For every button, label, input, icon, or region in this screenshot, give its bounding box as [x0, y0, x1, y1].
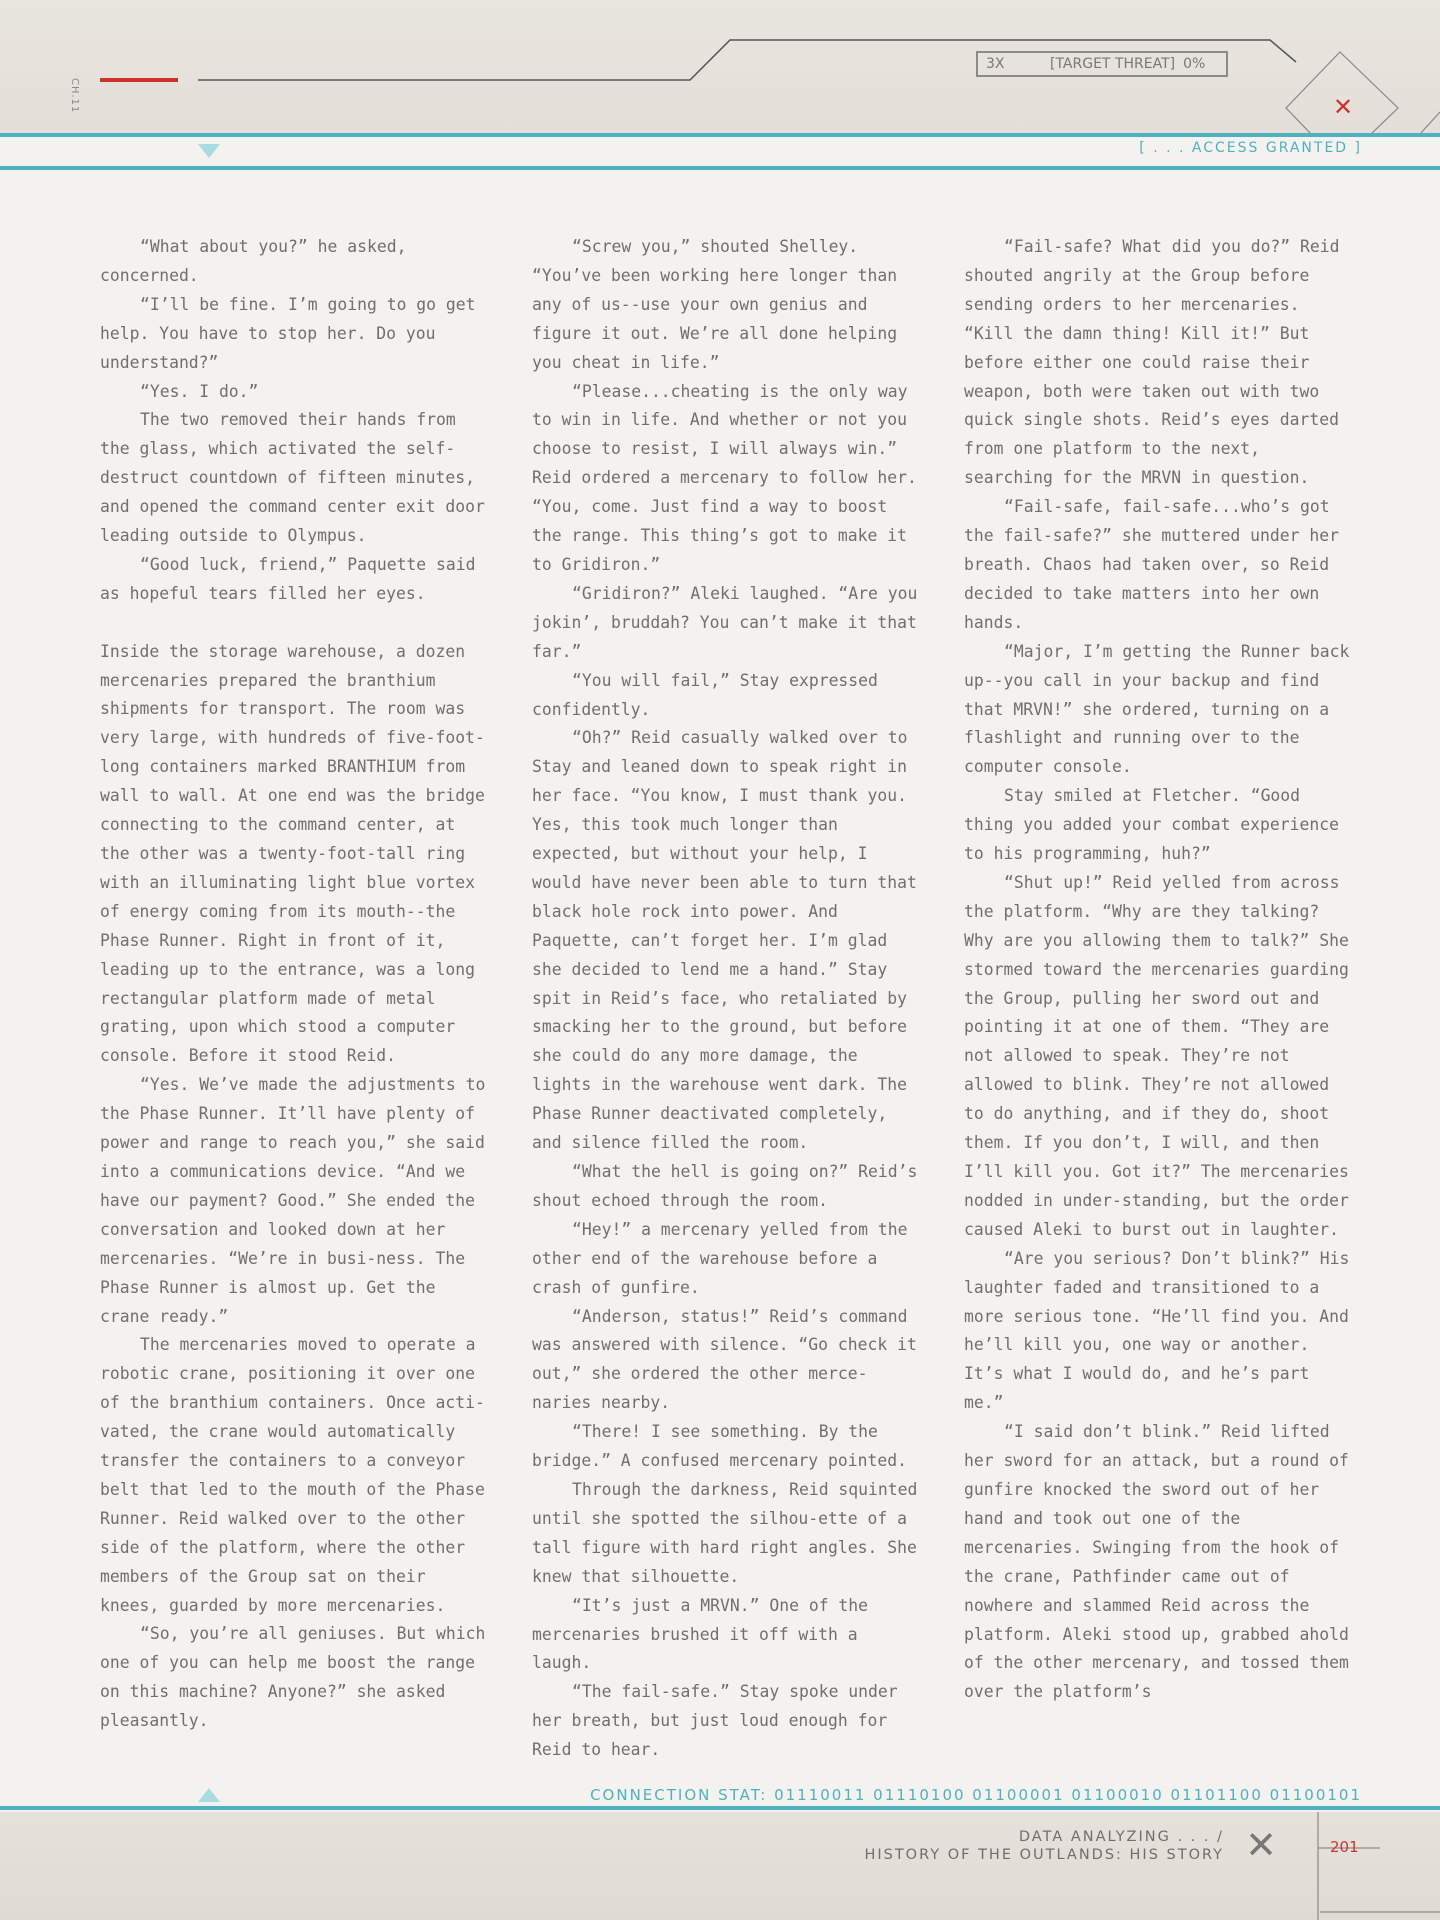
- paragraph: “Please...cheating is the only way to win in life. And whether or not you choose to resist, I will always win.” Reid ordered a mercenary to follow her. “You, come. Just find a way to boost the range. This thing’s got to make it to Gridiron.”: [532, 381, 927, 574]
- text-columns: [100, 233, 1358, 1765]
- top-rule-upper: [0, 133, 1440, 137]
- paragraph: “Fail-safe, fail-safe...who’s got the fail-safe?” she muttered under her breath. Chaos had taken over, so Reid decided to take matters into her own hands.: [964, 497, 1349, 632]
- threat-label: [TARGET THREAT]: [1050, 56, 1176, 72]
- chapter-red-bar: [100, 78, 178, 82]
- paragraph: “Anderson, status!” Reid’s command was answered with silence. “Go check it out,” she ordered the other merce-naries nearby.: [532, 1306, 927, 1413]
- paragraph: “Good luck, friend,” Paquette said as hopeful tears filled her eyes.: [100, 554, 486, 603]
- paragraph: “I said don’t blink.” Reid lifted her sword for an attack, but a round of gunfire knocked the sword out of her hand and took out one of the mercenaries. Swinging from the hook of the crane, Pathfinder came out of nowhere and slammed Reid across the platform. Aleki stood up, grabbed ahold of the other mercenary, and tossed them over the platform’s: [964, 1422, 1359, 1702]
- paragraph: Through the darkness, Reid squinted until she spotted the silhou-ette of a tall figure with hard right angles. She knew that silhouette.: [532, 1479, 928, 1586]
- paragraph: “Hey!” a mercenary yelled from the other end of the warehouse before a crash of gunfire.: [532, 1219, 918, 1297]
- column-3: [964, 233, 1360, 1765]
- footer-band: [0, 1812, 1440, 1920]
- paragraph: Stay smiled at Fletcher. “Good thing you added your combat experience to his programming, huh?”: [964, 786, 1349, 864]
- top-rule-lower: [0, 166, 1440, 170]
- paragraph: The two removed their hands from the glass, which activated the self-destruct countdown of fifteen minutes, and opened the command center exit door leading outside to Olympus.: [100, 410, 495, 546]
- paragraph: “Yes. We’ve made the adjustments to the Phase Runner. It’ll have plenty of power and range to reach you,” she said into a communications device. “And we have our payment? Good.” She ended the conversation and looked down at her mercenaries. “We’re in busi-ness. The Phase Runner is almost up. Get the crane ready.”: [100, 1075, 496, 1326]
- paragraph: “It’s just a MRVN.” One of the mercenaries brushed it off with a laugh.: [532, 1595, 878, 1673]
- paragraph: “Are you serious? Don’t blink?” His laughter faded and transitioned to a more serious tone. “He’ll find you. And he’ll kill you, one way or another. It’s what I would do, and he’s part me.”: [964, 1248, 1360, 1413]
- threat-multiplier: 3X: [986, 56, 1005, 72]
- paragraph: “Fail-safe? What did you do?” Reid shouted angrily at the Group before sending orders to her mercenaries. “Kill the damn thing! Kill it!” But before either one could raise their weapon, both were taken out with two quick single shots. Reid’s eyes darted from one platform to the next, searching for the MRVN in question.: [964, 237, 1350, 488]
- triangle-up-icon: [198, 1788, 220, 1802]
- paragraph: Inside the storage warehouse, a dozen mercenaries prepared the branthium shipments for transport. The room was very large, with hundreds of five-foot-long containers marked BRANTHIUM from wall to wall. At one end was the bridge connecting to the command center, at the other was a twenty-foot-tall ring with an illuminating light blue vortex of energy coming from its mouth--the Phase Runner. Right in front of it, leading up to the entrance, was a long rectangular platform made of metal grating, upon which stood a computer console. Before it stood Reid.: [100, 641, 495, 1066]
- page-number: 201: [1330, 1838, 1359, 1856]
- paragraph: “Major, I’m getting the Runner back up--you call in your backup and find that MRVN!” she ordered, turning on a flashlight and running over to the computer console.: [964, 641, 1360, 777]
- column-2: [532, 233, 928, 1765]
- paragraph: “What the hell is going on?” Reid’s shout echoed through the room.: [532, 1162, 928, 1210]
- data-analyzing-text: DATA ANALYZING . . . /: [1018, 1829, 1224, 1845]
- paragraph: “Gridiron?” Aleki laughed. “Are you jokin’, bruddah? You can’t make it that far.”: [532, 583, 928, 661]
- paragraph: “There! I see something. By the bridge.” A confused mercenary pointed.: [532, 1422, 907, 1471]
- close-icon[interactable]: ✕: [1332, 93, 1354, 121]
- x-mark-icon: ✕: [1245, 1823, 1277, 1867]
- paragraph: “I’ll be fine. I’m going to go get help. You have to stop her. Do you understand?”: [100, 294, 486, 372]
- chapter-label: CH.11: [69, 78, 80, 114]
- header-band: [0, 0, 1440, 134]
- paragraph: “What about you?” he asked, concerned.: [100, 237, 417, 285]
- footer-frame-lines: [0, 1812, 1440, 1920]
- threat-percent: 0%: [1183, 56, 1206, 72]
- access-granted-text: [ . . . ACCESS GRANTED ]: [1139, 140, 1362, 156]
- paragraph: “You will fail,” Stay expressed confidently.: [532, 670, 888, 719]
- footer-text: [864, 1828, 1224, 1864]
- column-1: [100, 233, 496, 1765]
- connection-stat: CONNECTION STAT: 01110011 01110100 01100001 01100010 01101100 01100101: [590, 1786, 1362, 1804]
- paragraph: “Shut up!” Reid yelled from across the platform. “Why are they talking? Why are you allowing them to talk?” She stormed toward the mercenaries guarding the Group, pulling her sword out and pointing it at one of them. “They are not allowed to speak. They’re not allowed to blink. They’re not allowed to do anything, and if they do, shoot them. If you don’t, I will, and then I’ll kill you. Got it?” The mercenaries nodded in under-standing, but the order caused Aleki to burst out in laughter.: [964, 872, 1359, 1239]
- paragraph: The mercenaries moved to operate a robotic crane, positioning it over one of the branthium containers. Once acti-vated, the crane would automatically transfer the containers to a conveyor belt that led to the mouth of the Phase Runner. Reid walked over to the other side of the platform, where the other members of the Group sat on their knees, guarded by more mercenaries.: [100, 1335, 495, 1615]
- triangle-down-icon: [198, 144, 220, 158]
- paragraph: “Screw you,” shouted Shelley. “You’ve been working here longer than any of us--use your own genius and figure it out. We’re all done helping you cheat in life.”: [532, 237, 907, 372]
- book-title-text: HISTORY OF THE OUTLANDS: HIS STORY: [864, 1847, 1224, 1863]
- paragraph: “Yes. I do.”: [140, 381, 259, 401]
- paragraph: “So, you’re all geniuses. But which one of you can help me boost the range on this machine? Anyone?” she asked pleasantly.: [100, 1624, 496, 1731]
- target-threat-box: [976, 51, 1228, 77]
- paragraph: “Oh?” Reid casually walked over to Stay and leaned down to speak right in her face. “You know, I must thank you. Yes, this took much longer than expected, but without your help, I would have never been able to turn that black hole rock into power. And Paquette, can’t forget her. I’m glad she decided to lend me a hand.” Stay spit in Reid’s face, who retaliated by smacking her to the ground, but before she could do any more damage, the lights in the warehouse went dark. The Phase Runner deactivated completely, and silence filled the room.: [532, 728, 927, 1153]
- paragraph: “The fail-safe.” Stay spoke under her breath, but just loud enough for Reid to hear.: [532, 1682, 908, 1760]
- bottom-rule: [0, 1806, 1440, 1810]
